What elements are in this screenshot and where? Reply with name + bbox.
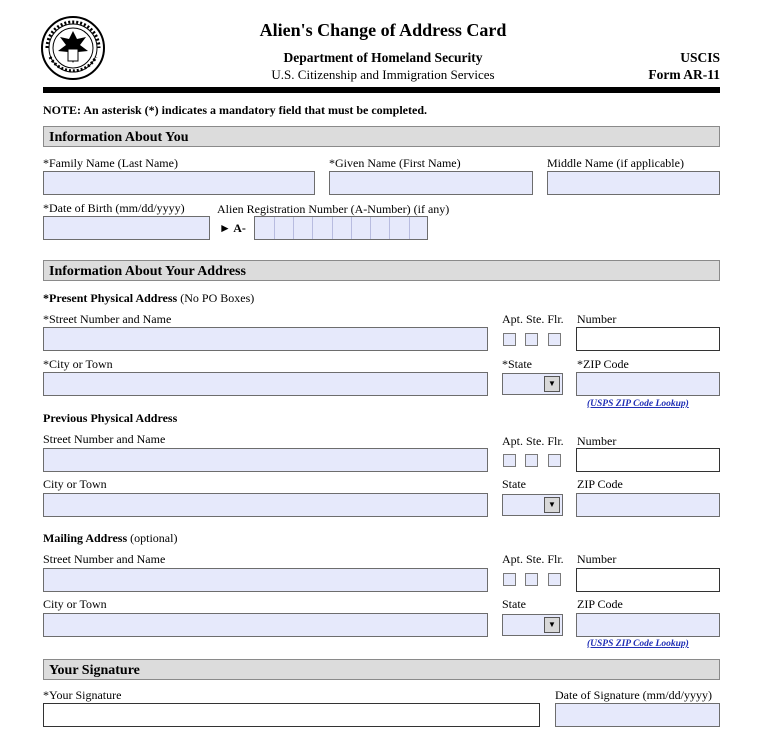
mailing-apt-label: Apt. Ste. Flr. bbox=[502, 552, 564, 566]
header-rule bbox=[43, 87, 720, 93]
chevron-down-icon: ▼ bbox=[544, 617, 560, 633]
section-about-you: Information About You bbox=[43, 126, 720, 147]
previous-street-input[interactable] bbox=[43, 448, 488, 472]
dob-input[interactable] bbox=[43, 216, 210, 240]
dob-label: *Date of Birth (mm/dd/yyyy) bbox=[43, 201, 185, 215]
middle-name-input[interactable] bbox=[547, 171, 720, 195]
present-city-label: *City or Town bbox=[43, 357, 113, 371]
present-ste-checkbox[interactable] bbox=[525, 333, 538, 346]
form-number: Form AR-11 bbox=[648, 67, 720, 82]
previous-apt-checkbox[interactable] bbox=[503, 454, 516, 467]
family-name-label: *Family Name (Last Name) bbox=[43, 156, 178, 170]
mailing-state-select[interactable] bbox=[502, 614, 563, 636]
middle-name-label: Middle Name (if applicable) bbox=[547, 156, 684, 170]
mailing-address-title: Mailing Address (optional) bbox=[43, 531, 178, 545]
family-name-input[interactable] bbox=[43, 171, 315, 195]
zip-lookup-link[interactable]: (USPS ZIP Code Lookup) bbox=[587, 639, 689, 649]
present-zip-input[interactable] bbox=[576, 372, 720, 396]
previous-apt-label: Apt. Ste. Flr. bbox=[502, 434, 564, 448]
present-apt-label: Apt. Ste. Flr. bbox=[502, 312, 564, 326]
a-number-label: Alien Registration Number (A-Number) (if any) bbox=[217, 202, 450, 216]
previous-number-input[interactable] bbox=[576, 448, 720, 472]
present-state-label: *State bbox=[502, 357, 532, 371]
signature-date-label: Date of Signature (mm/dd/yyyy) bbox=[555, 688, 712, 702]
previous-flr-checkbox[interactable] bbox=[548, 454, 561, 467]
chevron-down-icon: ▼ bbox=[544, 497, 560, 513]
present-street-label: *Street Number and Name bbox=[43, 312, 172, 326]
present-city-input[interactable] bbox=[43, 372, 488, 396]
previous-city-input[interactable] bbox=[43, 493, 488, 517]
previous-city-label: City or Town bbox=[43, 477, 107, 491]
previous-ste-checkbox[interactable] bbox=[525, 454, 538, 467]
previous-street-label: Street Number and Name bbox=[43, 432, 166, 446]
mailing-number-input[interactable] bbox=[576, 568, 720, 592]
mailing-state-label: State bbox=[502, 597, 526, 611]
zip-lookup-link[interactable]: (USPS ZIP Code Lookup) bbox=[587, 399, 689, 409]
section-signature: Your Signature bbox=[43, 659, 720, 680]
given-name-input[interactable] bbox=[329, 171, 533, 195]
present-flr-checkbox[interactable] bbox=[548, 333, 561, 346]
present-address-title: *Present Physical Address (No PO Boxes) bbox=[43, 291, 255, 305]
mailing-number-label: Number bbox=[577, 552, 617, 566]
mailing-ste-checkbox[interactable] bbox=[525, 573, 538, 586]
mailing-zip-input[interactable] bbox=[576, 613, 720, 637]
a-number-input[interactable] bbox=[254, 216, 428, 240]
previous-address-title: Previous Physical Address bbox=[43, 411, 178, 425]
previous-state-select[interactable] bbox=[502, 494, 563, 516]
present-number-input[interactable] bbox=[576, 327, 720, 351]
mailing-city-label: City or Town bbox=[43, 597, 107, 611]
mailing-city-input[interactable] bbox=[43, 613, 488, 637]
form-title: Alien's Change of Address Card bbox=[259, 20, 507, 40]
section-address: Information About Your Address bbox=[43, 260, 720, 281]
present-zip-label: *ZIP Code bbox=[577, 357, 629, 371]
present-apt-checkbox[interactable] bbox=[503, 333, 516, 346]
present-street-input[interactable] bbox=[43, 327, 488, 351]
agency-short: USCIS bbox=[680, 50, 720, 65]
previous-number-label: Number bbox=[577, 434, 617, 448]
previous-state-label: State bbox=[502, 477, 526, 491]
previous-zip-input[interactable] bbox=[576, 493, 720, 517]
previous-zip-label: ZIP Code bbox=[577, 477, 623, 491]
mailing-street-label: Street Number and Name bbox=[43, 552, 166, 566]
signature-date-input[interactable] bbox=[555, 703, 720, 727]
mailing-flr-checkbox[interactable] bbox=[548, 573, 561, 586]
department-name: Department of Homeland Security bbox=[283, 50, 483, 65]
present-state-select[interactable] bbox=[502, 373, 563, 395]
mailing-zip-label: ZIP Code bbox=[577, 597, 623, 611]
agency-name: U.S. Citizenship and Immigration Services bbox=[271, 67, 495, 82]
a-number-prefix: ► A- bbox=[219, 221, 246, 235]
mailing-apt-checkbox[interactable] bbox=[503, 573, 516, 586]
signature-input[interactable] bbox=[43, 703, 540, 727]
chevron-down-icon: ▼ bbox=[544, 376, 560, 392]
signature-label: *Your Signature bbox=[43, 688, 122, 702]
mailing-street-input[interactable] bbox=[43, 568, 488, 592]
present-number-label: Number bbox=[577, 312, 617, 326]
given-name-label: *Given Name (First Name) bbox=[329, 156, 461, 170]
mandatory-note: NOTE: An asterisk (*) indicates a mandatory field that must be completed. bbox=[43, 103, 427, 117]
